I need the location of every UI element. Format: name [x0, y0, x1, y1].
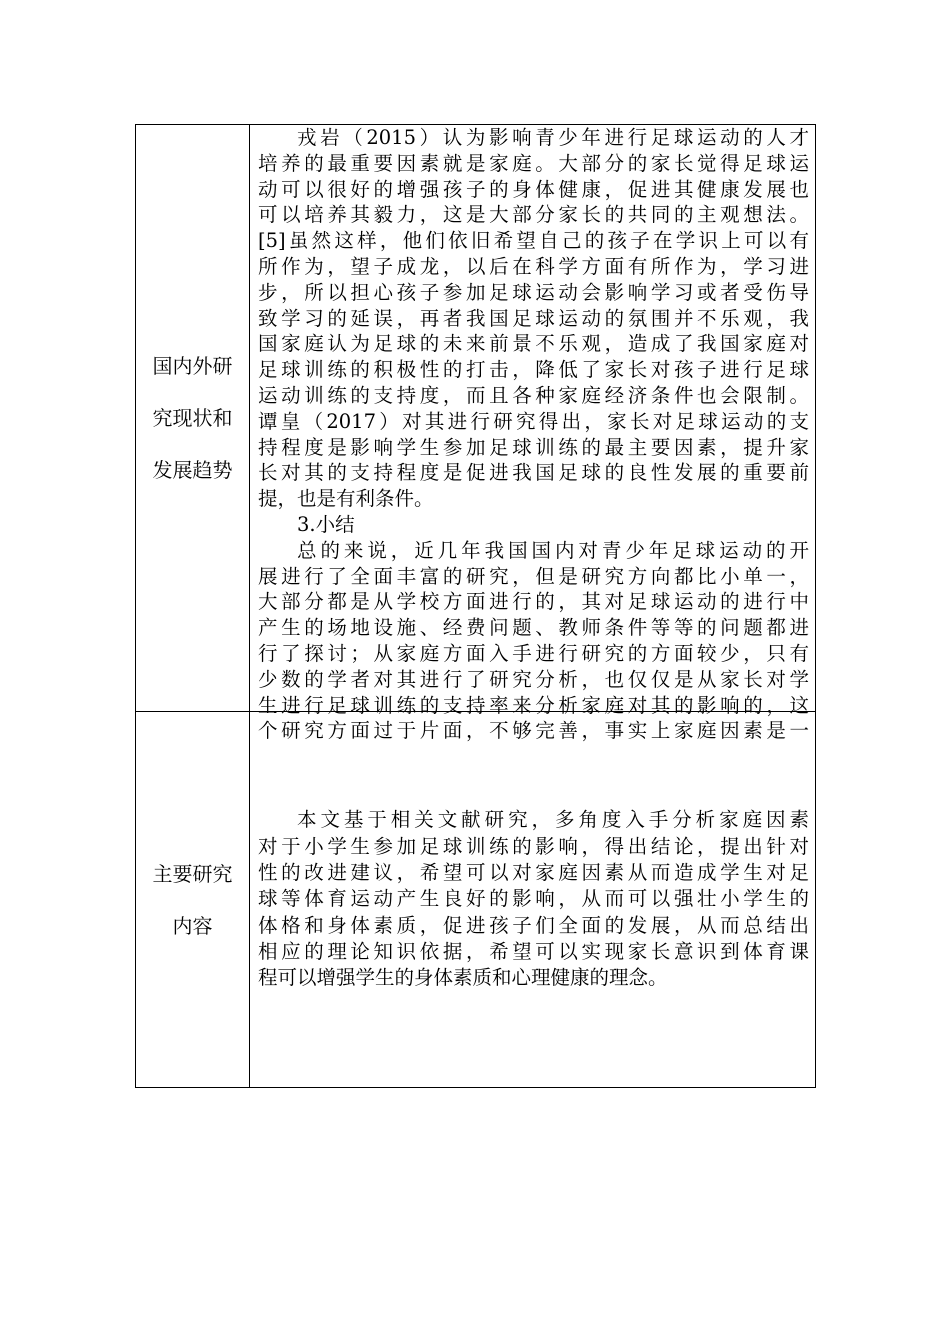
paragraph-line: 生进行足球训练的支持率来分析家庭对其的影响的，这: [258, 693, 809, 717]
row-label-line: 国内外研: [152, 354, 233, 378]
paragraph-line: 培养的最重要因素就是家庭。大部分的家长觉得足球运: [258, 151, 809, 175]
paragraph-line: 戎岩（2015）认为影响青少年进行足球运动的人才: [297, 126, 809, 149]
paragraph-line: 性的改进建议，希望可以对家庭因素从而造成学生对足: [258, 861, 809, 885]
paragraph-line: 总的来说，近几年我国国内对青少年足球运动的开: [297, 538, 809, 562]
row-label-research-status: [136, 125, 250, 711]
paragraph-line: [5]虽然这样，他们依旧希望自己的孩子在学识上可以有: [258, 229, 809, 253]
main-content-text: [250, 712, 815, 1087]
paragraph-line: 国家庭认为足球的未来前景不乐观，造成了我国家庭对: [258, 332, 809, 356]
paragraph-line: 长对其的支持程度是促进我国足球的良性发展的重要前: [258, 461, 809, 485]
row-label-line: 内容: [172, 913, 213, 938]
table-row-research-status: [136, 125, 815, 743]
paragraph-line: 相应的理论知识依据，希望可以实现家长意识到体育课: [258, 939, 809, 963]
proposal-table: [135, 124, 816, 1088]
paragraph-line: 体格和身体素质，促进孩子们全面的发展，从而总结出: [258, 913, 809, 937]
paragraph-line: 程可以增强学生的身体素质和心理健康的理念。: [258, 966, 668, 990]
paragraph-line: 大部分都是从学校方面进行的，其对足球运动的进行中: [258, 590, 809, 614]
paragraph-line: 行了探讨；从家庭方面入手进行研究的方面较少，只有: [258, 641, 809, 665]
paragraph-line: 所作为，望子成龙，以后在科学方面有所作为，学习进: [258, 254, 809, 278]
row-label-line: 究现状和: [152, 406, 233, 430]
paragraph-line: 致学习的延误，再者我国足球运动的氛围并不乐观，我: [258, 306, 809, 330]
paragraph-line: 产生的场地设施、经费问题、教师条件等等的问题都进: [258, 616, 809, 640]
paragraph-line: 运动训练的支持度，而且各种家庭经济条件也会限制。: [258, 383, 809, 407]
paragraph-line: 展进行了全面丰富的研究，但是研究方向都比小单一，: [258, 564, 809, 588]
paragraph-line: 可以培养其毅力，这是大部分家长的共同的主观想法。: [258, 203, 809, 227]
paragraph-line: 动可以很好的增强孩子的身体健康，促进其健康发展也: [258, 177, 809, 201]
paragraph-line: 3.小结: [297, 512, 355, 536]
paragraph-line: 少数的学者对其进行了研究分析，也仅仅是从家长对学: [258, 667, 809, 691]
paragraph-line: 本文基于相关文献研究，多角度入手分析家庭因素: [297, 808, 809, 832]
paragraph-line: 步，所以担心孩子参加足球运动会影响学习或者受伤导: [258, 280, 809, 304]
paragraph-line: 持程度是影响学生参加足球训练的最主要因素，提升家: [258, 435, 809, 459]
row-label-line: 发展趋势: [152, 458, 233, 482]
paragraph-line: 个研究方面过于片面，不够完善，事实上家庭因素是一: [258, 719, 809, 743]
paragraph-line: 足球训练的积极性的打击，降低了家长对孩子进行足球: [258, 358, 809, 382]
paragraph-line: 对于小学生参加足球训练的影响，得出结论，提出针对: [258, 834, 809, 858]
paragraph-line: 球等体育运动产生良好的影响，从而可以强壮小学生的: [258, 887, 809, 911]
paragraph-line: 谭皇（2017）对其进行研究得出，家长对足球运动的支: [258, 409, 809, 433]
row-label-main-content: [136, 712, 250, 1087]
paragraph-line: 提，也是有利条件。: [258, 487, 434, 511]
table-row-main-content: [136, 711, 815, 1087]
research-status-content: [250, 125, 815, 743]
row-label-line: 主要研究: [152, 861, 233, 886]
